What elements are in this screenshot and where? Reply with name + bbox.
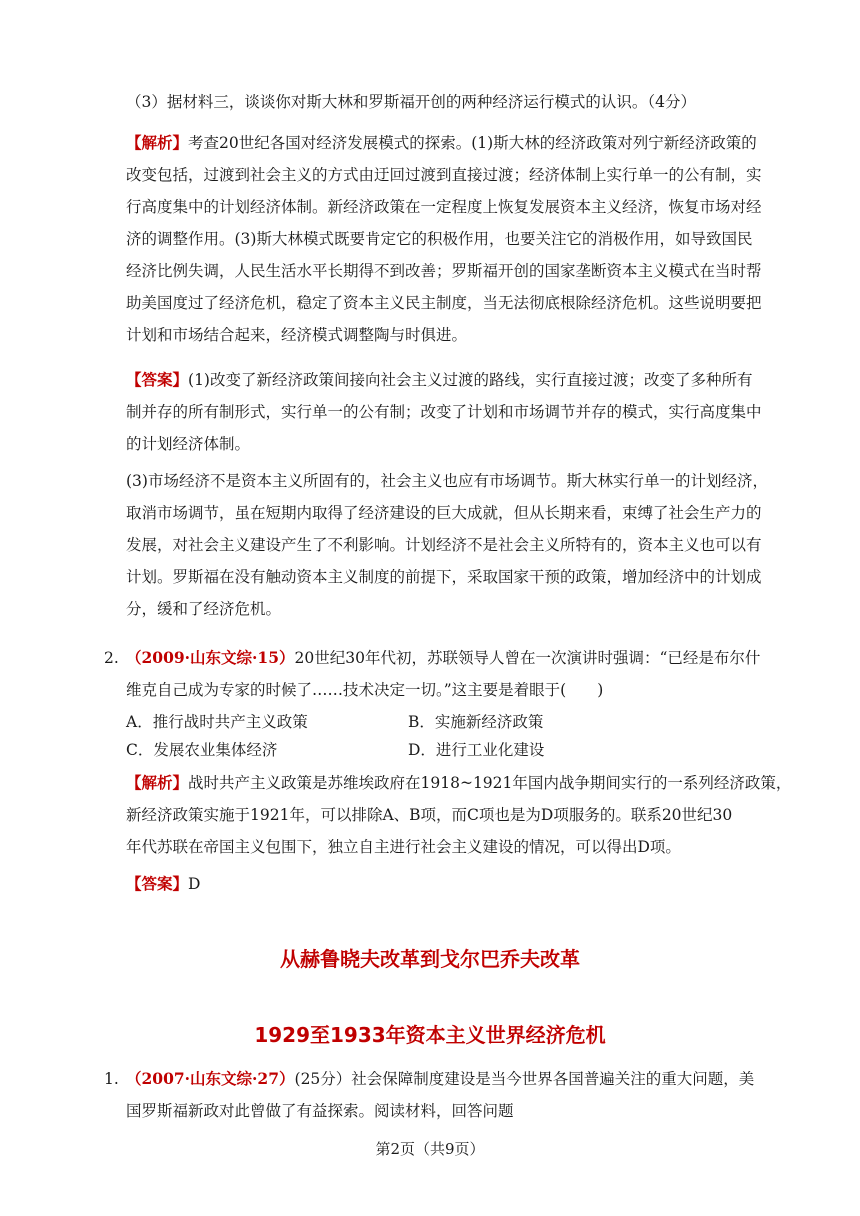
question-1-source: （2007·山东文综·27） xyxy=(126,1069,295,1088)
analysis-line: 改变包括，过渡到社会主义的方式由迂回过渡到直接过渡；经济体制上实行单一的公有制，实 xyxy=(126,166,762,184)
answer-line: 制并存的所有制形式，实行单一的公有制；改变了计划和市场调节并存的模式，实行高度集中 xyxy=(126,403,762,421)
question-2-stem: 20世纪30年代初，苏联领导人曾在一次演讲时强调：“已经是布尔什 xyxy=(294,649,761,667)
answer-value: D xyxy=(188,875,201,893)
answer-block-1 xyxy=(126,364,762,460)
question-1-number: 1. xyxy=(104,1070,119,1088)
answer-line: (3)市场经济不是资本主义所固有的，社会主义也应有市场调节。斯大林实行单一的计划经济， xyxy=(126,472,768,490)
question-2 xyxy=(126,642,761,706)
answer-block-2 xyxy=(126,868,746,900)
option-d: D．进行工业化建设 xyxy=(408,741,545,759)
answer-line: (1)改变了新经济政策间接向社会主义过渡的路线，实行直接过渡；改变了多种所有 xyxy=(188,371,753,389)
answer-line: 的计划经济体制。 xyxy=(126,435,251,453)
question-3-text: （3）据材料三，谈谈你对斯大林和罗斯福开创的两种经济运行模式的认识。（4分） xyxy=(126,93,696,111)
analysis-line: 经济比例失调，人民生活水平长期得不到改善；罗斯福开创的国家垄断资本主义模式在当时帮 xyxy=(126,262,762,280)
analysis-line: 行高度集中的计划经济体制。新经济政策在一定程度上恢复发展资本主义经济，恢复市场对经 xyxy=(126,198,762,216)
analysis-tag: 【解析】 xyxy=(126,773,189,792)
question-2-source: （2009·山东文综·15） xyxy=(126,648,295,667)
section-heading: 1929至1933年资本主义世界经济危机 xyxy=(254,1023,606,1047)
analysis-line: 助美国度过了经济危机，稳定了资本主义民主制度，当无法彻底根除经济危机。这些说明要把 xyxy=(126,294,762,312)
answer-tag: 【答案】 xyxy=(126,370,189,389)
answer-tag: 【答案】 xyxy=(126,874,189,893)
analysis-line: 计划和市场结合起来，经济模式调整陶与时俱进。 xyxy=(126,326,468,344)
analysis-block-1 xyxy=(126,127,762,351)
analysis-tag: 【解析】 xyxy=(126,133,189,152)
option-b: B．实施新经济政策 xyxy=(408,713,544,731)
analysis-line: 考查20世纪各国对经济发展模式的探索。(1)斯大林的经济政策对列宁新经济政策的 xyxy=(188,134,757,152)
question-1 xyxy=(126,1063,755,1127)
answer-line: 发展，对社会主义建设产生了不利影响。计划经济不是社会主义所特有的，资本主义也可以有 xyxy=(126,536,762,554)
answer-line: 取消市场调节，虽在短期内取得了经济建设的巨大成就，但从长期来看，束缚了社会生产力的 xyxy=(126,504,762,522)
question-2-number: 2. xyxy=(104,649,119,667)
analysis-line: 新经济政策实施于1921年，可以排除A、B项，而C项也是为D项服务的。联系20世纪30 xyxy=(126,806,733,824)
question-2-stem: 维克自己成为专家的时候了……技术决定一切。”这主要是着眼于( ) xyxy=(126,681,604,699)
answer-line: 分，缓和了经济危机。 xyxy=(126,600,282,618)
analysis-line: 济的调整作用。(3)斯大林模式既要肯定它的积极作用，也要关注它的消极作用，如导致国民 xyxy=(126,230,753,248)
analysis-line: 年代苏联在帝国主义包围下，独立自主进行社会主义建设的情况，可以得出D项。 xyxy=(126,838,681,856)
section-heading: 从赫鲁晓夫改革到戈尔巴乔夫改革 xyxy=(280,947,580,971)
analysis-line: 战时共产主义政策是苏维埃政府在1918~1921年国内战争期间实行的一系列经济政策， xyxy=(188,774,792,792)
answer-line: 计划。罗斯福在没有触动资本主义制度的前提下，采取国家干预的政策，增加经济中的计划成 xyxy=(126,568,762,586)
analysis-block-2 xyxy=(126,767,792,863)
question-3 xyxy=(126,86,746,118)
question-1-stem: (25分）社会保障制度建设是当今世界各国普遍关注的重大问题，美 xyxy=(294,1070,755,1088)
option-c: C．发展农业集体经济 xyxy=(126,741,278,759)
page-number: 第2页（共9页） xyxy=(375,1140,485,1158)
question-1-stem: 国罗斯福新政对此曾做了有益探索。阅读材料，回答问题 xyxy=(126,1102,514,1120)
option-a: A．推行战时共产主义政策 xyxy=(126,713,308,731)
answer-block-1-part3 xyxy=(126,465,768,625)
